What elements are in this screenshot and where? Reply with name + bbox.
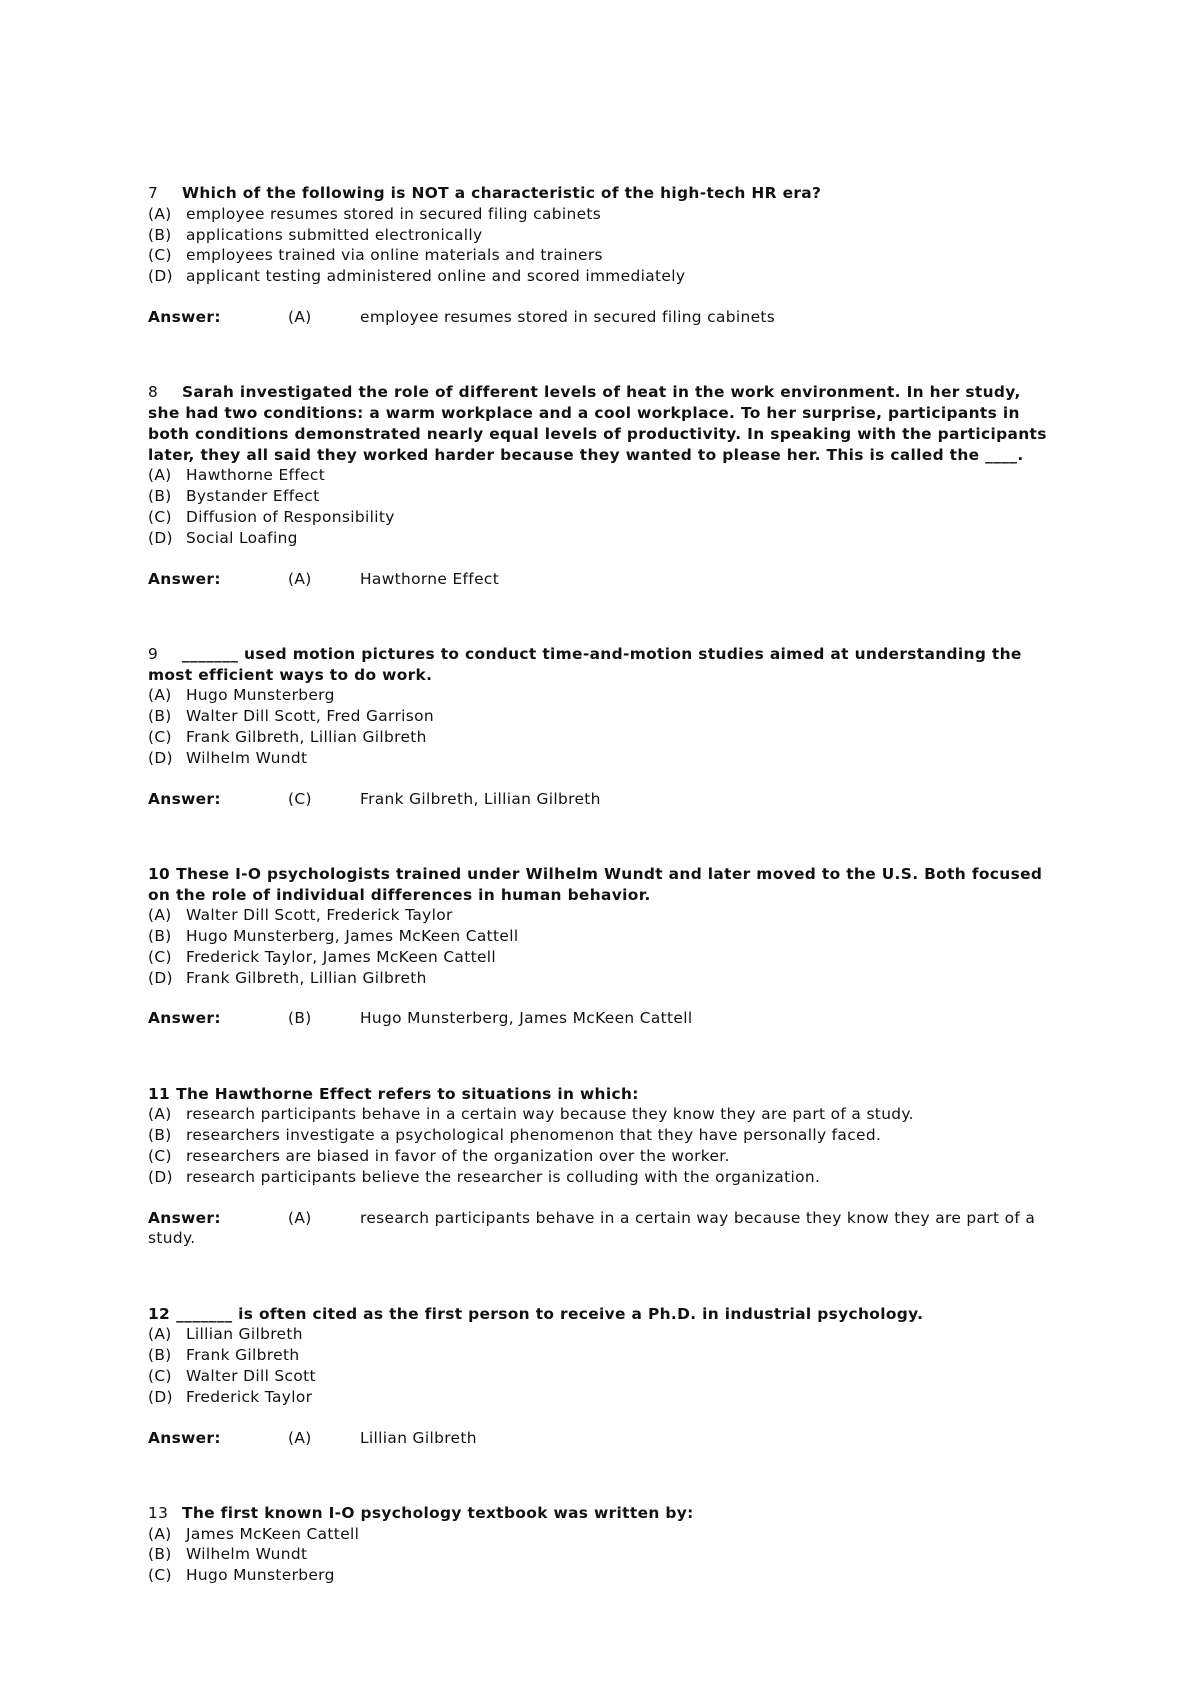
answer-label: Answer: (148, 789, 221, 808)
spacer (148, 1265, 1048, 1304)
answer-label: Answer: (148, 1428, 221, 1447)
question-number: 12 (148, 1304, 171, 1323)
option-letter: (A) (148, 1524, 172, 1543)
option-letter: (B) (148, 1346, 172, 1365)
answer-letter: (B) (288, 1009, 312, 1028)
answer-text: research participants behave in a certain way because they know they are part of a study. (148, 1208, 1036, 1248)
option-text: Walter Dill Scott, Frederick Taylor (186, 906, 453, 925)
option-letter: (B) (148, 707, 172, 726)
answer-text: Hugo Munsterberg, James McKeen Cattell (360, 1009, 693, 1028)
option-letter: (C) (148, 507, 172, 526)
option-c (148, 507, 1048, 528)
spacer (148, 825, 1048, 864)
option-d (148, 748, 1048, 769)
answer-label: Answer: (148, 569, 221, 588)
option-a (148, 685, 1048, 706)
answer-label: Answer: (148, 1208, 221, 1227)
option-text: Hugo Munsterberg (186, 1566, 335, 1585)
option-c (148, 1565, 1048, 1586)
option-letter: (B) (148, 1545, 172, 1564)
option-text: Wilhelm Wundt (186, 1545, 308, 1564)
spacer (148, 1464, 1048, 1503)
option-d (148, 266, 1048, 287)
answer-text: Hawthorne Effect (360, 569, 500, 588)
option-letter: (D) (148, 1387, 173, 1406)
answer-text: Frank Gilbreth, Lillian Gilbreth (360, 789, 601, 808)
answer-letter: (C) (288, 789, 312, 808)
option-letter: (D) (148, 748, 173, 767)
option-a (148, 905, 1048, 926)
option-letter: (A) (148, 1105, 172, 1124)
answer-text: employee resumes stored in secured filing cabinets (360, 307, 776, 326)
option-c (148, 245, 1048, 266)
option-c (148, 1366, 1048, 1387)
option-b (148, 1125, 1048, 1146)
option-text: Hugo Munsterberg (186, 686, 335, 705)
answer-letter: (A) (288, 307, 312, 326)
question-text: These I-O psychologists trained under Wilhelm Wundt and later moved to the U.S. Both focused on the role of individual differences in human behavior. (148, 864, 1043, 904)
option-d (148, 1167, 1048, 1188)
question-12 (148, 1304, 1048, 1449)
question-number: 10 (148, 864, 171, 883)
option-letter: (B) (148, 487, 172, 506)
option-text: Wilhelm Wundt (186, 748, 308, 767)
option-a (148, 1324, 1048, 1345)
option-letter: (C) (148, 1147, 172, 1166)
answer-letter: (A) (288, 569, 312, 588)
option-b (148, 486, 1048, 507)
option-text: Hugo Munsterberg, James McKeen Cattell (186, 927, 519, 946)
option-letter: (D) (148, 968, 173, 987)
option-text: researchers investigate a psychological phenomenon that they have personally faced. (186, 1126, 882, 1145)
question-text: Sarah investigated the role of different levels of heat in the work environment. In her study, she had two conditions: a warm workplace and a cool workplace. To her surprise, participants in both conditions demonstrated nearly equal levels of productivity. In speaking with the participants later, they all said they worked harder because they wanted to please her. This is called the ____. (148, 383, 1047, 464)
option-d (148, 528, 1048, 549)
option-b (148, 926, 1048, 947)
option-letter: (A) (148, 686, 172, 705)
question-number: 9 (148, 644, 159, 663)
option-a (148, 204, 1048, 225)
option-text: Frank Gilbreth, Lillian Gilbreth (186, 727, 427, 746)
question-text: _______ used motion pictures to conduct time-and-motion studies aimed at understanding the most efficient ways to do work. (148, 644, 1022, 684)
option-text: research participants behave in a certain way because they know they are part of a study. (186, 1105, 914, 1124)
option-b (148, 1544, 1048, 1565)
option-letter: (B) (148, 225, 172, 244)
option-text: Frank Gilbreth (186, 1346, 300, 1365)
option-text: Hawthorne Effect (186, 466, 326, 485)
option-text: applicant testing administered online and scored immediately (186, 267, 686, 286)
option-text: employees trained via online materials and trainers (186, 246, 603, 265)
option-text: Social Loafing (186, 528, 298, 547)
question-13 (148, 1503, 1048, 1586)
option-text: James McKeen Cattell (186, 1524, 360, 1543)
option-letter: (D) (148, 528, 173, 547)
option-text: Lillian Gilbreth (186, 1325, 303, 1344)
question-7 (148, 183, 1048, 328)
answer-label: Answer: (148, 1009, 221, 1028)
option-letter: (D) (148, 267, 173, 286)
option-letter: (C) (148, 727, 172, 746)
option-text: Bystander Effect (186, 487, 320, 506)
question-number: 7 (148, 184, 159, 202)
spacer (148, 605, 1048, 644)
option-text: Walter Dill Scott, Fred Garrison (186, 707, 434, 726)
option-letter: (C) (148, 1367, 172, 1386)
option-c (148, 727, 1048, 748)
question-text: The first known I-O psychology textbook was written by: (182, 1503, 694, 1522)
option-text: Diffusion of Responsibility (186, 507, 395, 526)
option-d (148, 1387, 1048, 1408)
option-letter: (A) (148, 906, 172, 925)
option-letter: (C) (148, 1566, 172, 1585)
option-a (148, 465, 1048, 486)
option-c (148, 947, 1048, 968)
option-letter: (B) (148, 927, 172, 946)
answer-text: Lillian Gilbreth (360, 1428, 477, 1447)
option-a (148, 1104, 1048, 1125)
option-letter: (A) (148, 466, 172, 485)
question-8 (148, 382, 1048, 589)
answer-letter: (A) (288, 1208, 312, 1227)
option-b (148, 225, 1048, 246)
option-b (148, 1345, 1048, 1366)
question-9 (148, 644, 1048, 810)
question-number: 8 (148, 383, 159, 402)
option-a (148, 1524, 1048, 1545)
option-text: Walter Dill Scott (186, 1367, 316, 1386)
option-c (148, 1146, 1048, 1167)
option-letter: (A) (148, 204, 172, 223)
answer-line (148, 569, 1048, 590)
option-b (148, 706, 1048, 727)
answer-line (148, 1208, 1048, 1250)
question-11 (148, 1084, 1048, 1250)
option-text: Frederick Taylor (186, 1387, 313, 1406)
option-letter: (B) (148, 1126, 172, 1145)
question-list (148, 183, 1048, 1586)
question-number: 11 (148, 1084, 171, 1103)
option-text: Frank Gilbreth, Lillian Gilbreth (186, 968, 427, 987)
spacer (148, 343, 1048, 382)
option-letter: (D) (148, 1167, 173, 1186)
answer-label: Answer: (148, 307, 221, 326)
question-text: _______ is often cited as the first person to receive a Ph.D. in industrial psychology. (176, 1304, 924, 1323)
option-letter: (A) (148, 1325, 172, 1344)
option-text: Frederick Taylor, James McKeen Cattell (186, 947, 497, 966)
spacer (148, 1045, 1048, 1084)
answer-line (148, 789, 1048, 810)
option-text: applications submitted electronically (186, 225, 483, 244)
question-text: Which of the following is NOT a characteristic of the high-tech HR era? (182, 184, 822, 202)
answer-letter: (A) (288, 1428, 312, 1447)
option-text: employee resumes stored in secured filing cabinets (186, 204, 602, 223)
option-text: researchers are biased in favor of the organization over the worker. (186, 1147, 730, 1166)
question-10 (148, 864, 1048, 1030)
option-text: research participants believe the researcher is colluding with the organization. (186, 1167, 821, 1186)
question-number: 13 (148, 1503, 169, 1522)
answer-line (148, 307, 1048, 328)
answer-line (148, 1008, 1048, 1029)
option-d (148, 968, 1048, 989)
question-text: The Hawthorne Effect refers to situations in which: (176, 1084, 639, 1103)
option-letter: (C) (148, 947, 172, 966)
answer-line (148, 1428, 1048, 1449)
option-letter: (C) (148, 246, 172, 265)
